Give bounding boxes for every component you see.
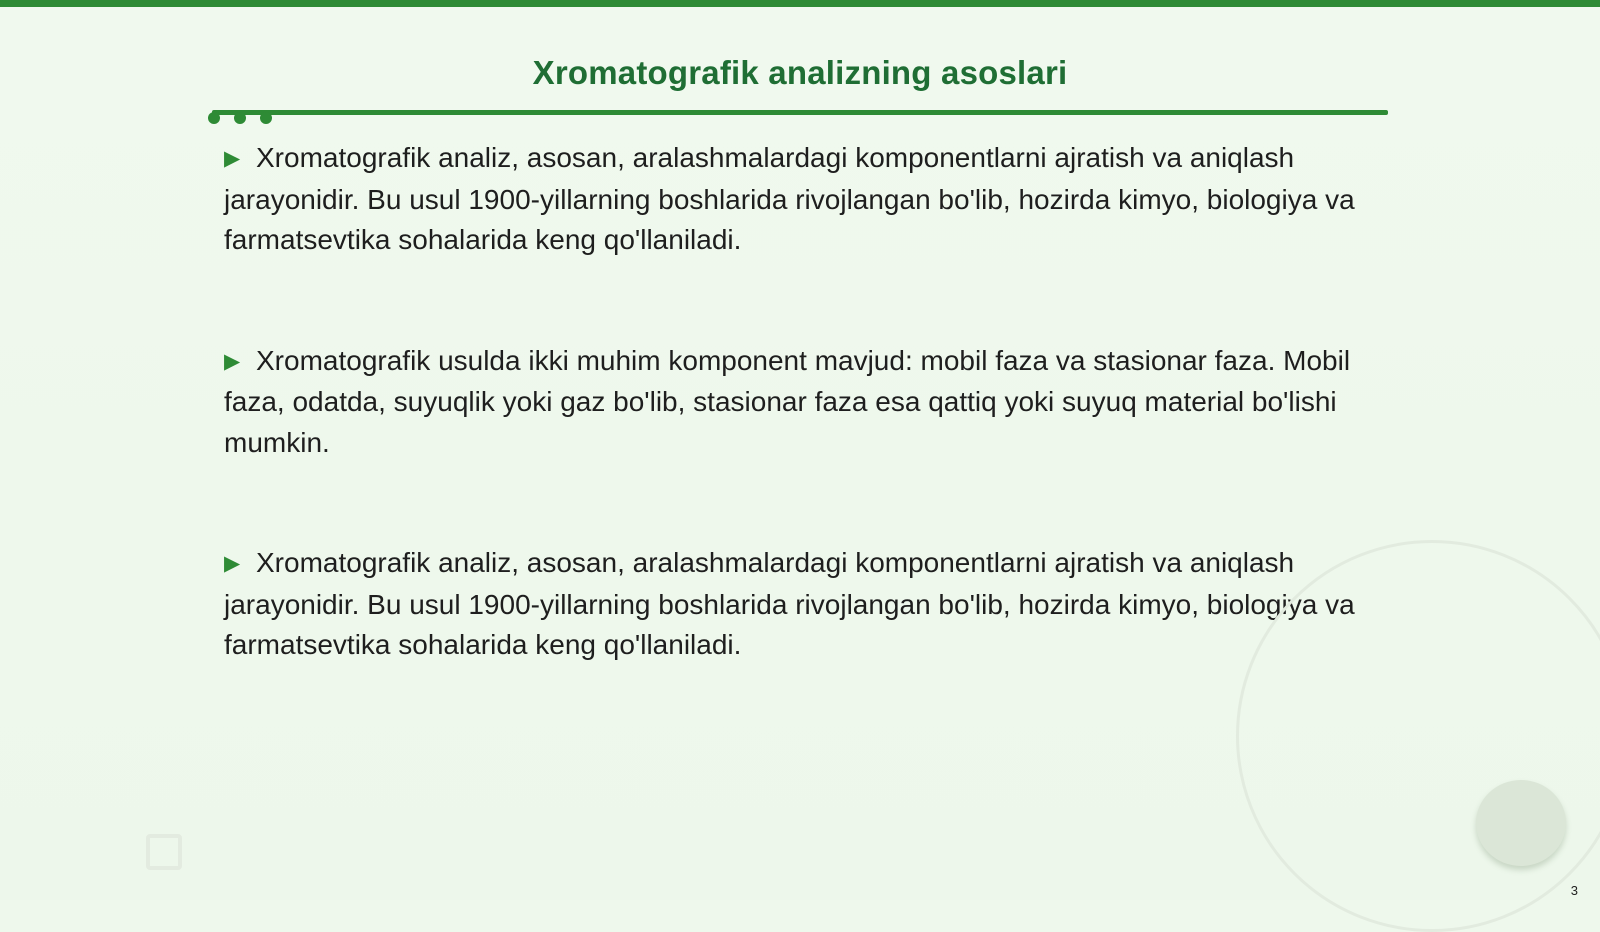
- title-underline: [212, 110, 1388, 115]
- bullet-text: Xromatografik analiz, asosan, aralashmalardagi komponentlarni ajratish va aniqlash jarayonidir. Bu usul 1900-yillarning boshlarida rivojlangan bo'lib, hozirda kimyo, biologiya va farmatsevtika sohalarida keng qo'llaniladi.: [224, 547, 1355, 660]
- decorative-square: [146, 834, 182, 870]
- decorative-dot-icon: [234, 112, 246, 124]
- bullet-list: [224, 138, 1374, 746]
- bullet-item: [224, 341, 1374, 464]
- play-triangle-icon: ▶: [224, 552, 241, 575]
- bullet-text: Xromatografik usulda ikki muhim komponent mavjud: mobil faza va stasionar faza. Mobil faza, odatda, suyuqlik yoki gaz bo'lib, stasionar faza esa qattiq yoki suyuq material bo'lishi mumkin.: [224, 344, 1351, 458]
- bullet-item: [224, 543, 1374, 666]
- decorative-dot-icon: [260, 112, 272, 124]
- decorative-disc: [1476, 780, 1566, 866]
- page-number: 3: [1570, 883, 1578, 898]
- bullet-item: [224, 138, 1374, 261]
- bullet-text: Xromatografik analiz, asosan, aralashmalardagi komponentlarni ajratish va aniqlash jarayonidir. Bu usul 1900-yillarning boshlarida rivojlangan bo'lib, hozirda kimyo, biologiya va farmatsevtika sohalarida keng qo'llaniladi.: [224, 142, 1355, 255]
- play-triangle-icon: ▶: [224, 147, 241, 170]
- play-triangle-icon: ▶: [224, 349, 241, 373]
- decorative-dot-icon: [208, 112, 220, 124]
- top-accent-bar: [0, 0, 1600, 7]
- slide-title: Xromatografik analizning asoslari: [532, 54, 1068, 91]
